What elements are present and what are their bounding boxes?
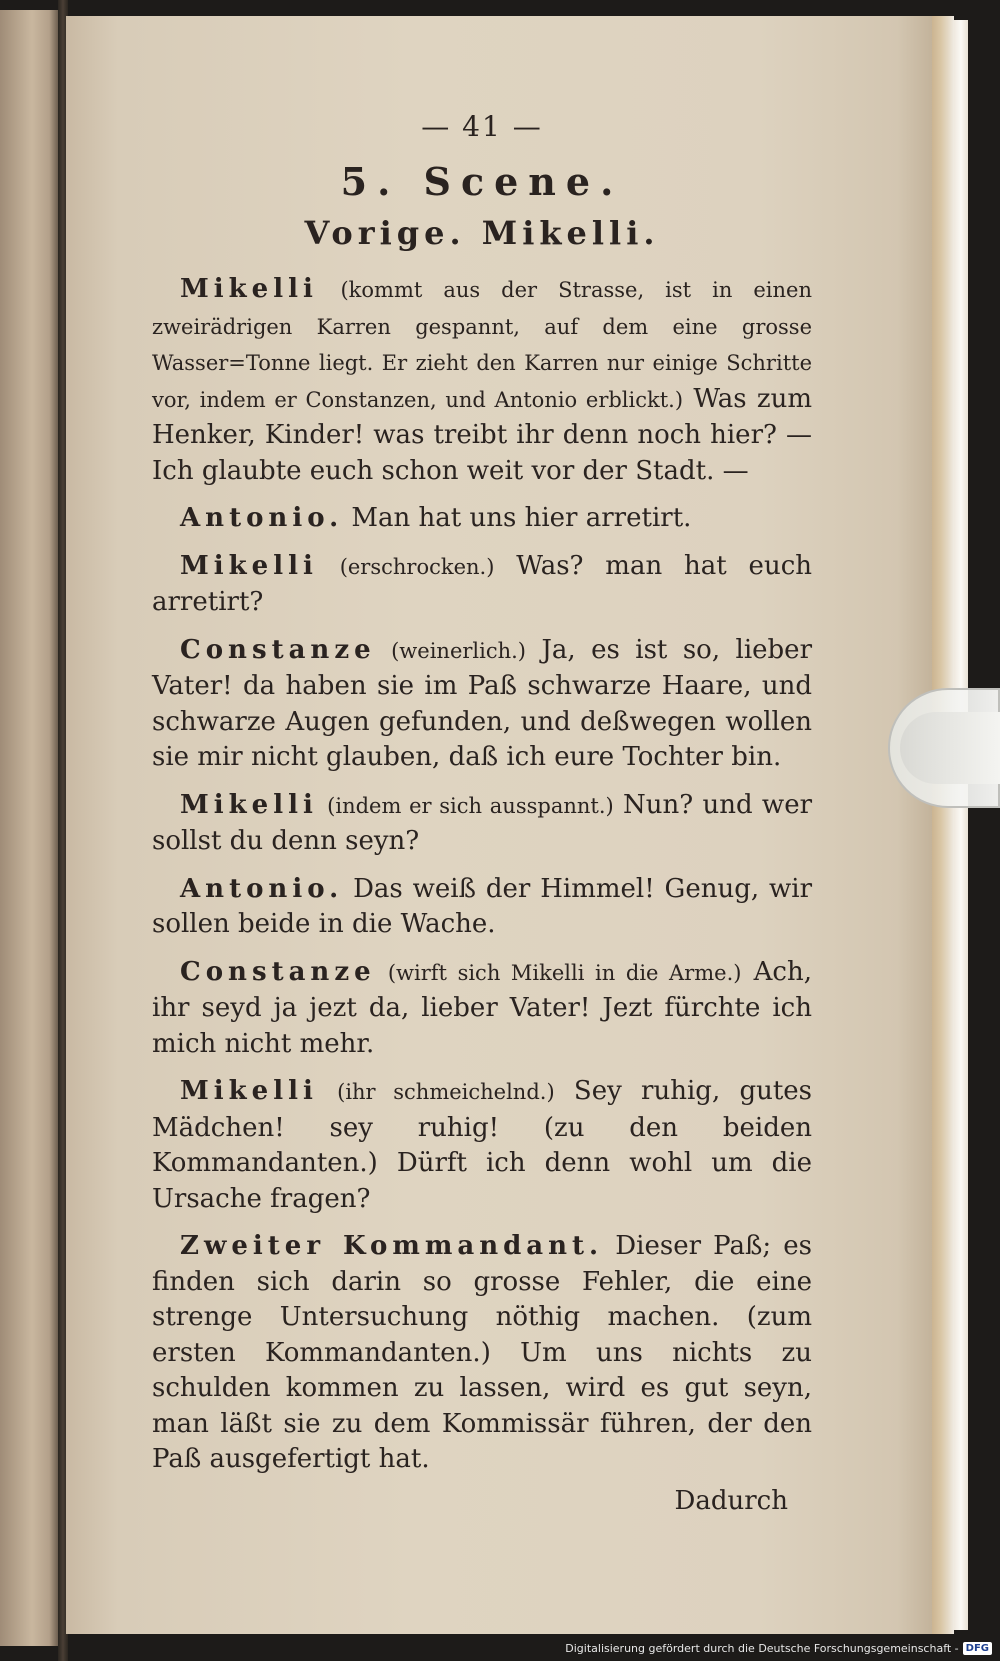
speech [152, 1074, 812, 1217]
stage-direction: (wirft sich Mikelli in die Arme.) [387, 960, 742, 985]
speaker-name: Mikelli [180, 789, 318, 820]
stage-direction: (kommt aus der Strasse, ist in einen zweirädrigen Karren gespannt, auf dem eine grosse Wasser=Tonne liegt. Er zieht den Karren nur einige Schritte vor, indem er Constanzen, und Antonio erblickt.) [152, 278, 813, 412]
speech-text: Was zum Henker, Kinder! was treibt ihr denn noch hier? — Ich glaubte euch schon weit vor der Stadt. — [152, 383, 812, 486]
speech [152, 272, 812, 489]
speech-text: Was? man hat euch arretirt? [152, 550, 812, 617]
speech [152, 872, 812, 943]
speech [152, 549, 812, 621]
page-stack [954, 20, 968, 1630]
scene-title: 5. Scene. [340, 159, 624, 204]
speech [152, 788, 812, 860]
speech-text: Dieser Paß; es finden sich darin so grosse Fehler, die eine strenge Untersuchung nöthig machen. (zum ersten Kommandanten.) Um uns nichts zu schulden kommen zu lassen, wird es gut seyn, man läßt sie zu dem Kommissär führen, der den Paß ausgefertigt hat. [152, 1231, 813, 1474]
speaker-name: Constanze [180, 634, 376, 665]
speech-text: Nun? und wer sollst du denn seyn? [152, 789, 813, 856]
speech [152, 1229, 812, 1478]
speaker-name: Mikelli [180, 1076, 318, 1106]
footer-text: Digitalisierung gefördert durch die Deutsche Forschungsgemeinschaft - [565, 1641, 959, 1655]
speaker-name: Zweiter Kommandant. [180, 1231, 604, 1261]
dfg-logo-icon[interactable]: DFG [963, 1642, 992, 1655]
speech [152, 955, 812, 1063]
speech [152, 501, 812, 537]
speaker-name: Antonio. [180, 503, 344, 533]
stage-direction: (erschrocken.) [339, 554, 495, 579]
page-clip-inner [900, 712, 1000, 784]
stage-direction: (weinerlich.) [391, 638, 526, 663]
page-edge [932, 16, 954, 1634]
speaker-name: Mikelli [180, 550, 318, 581]
scene-subtitle: Vorige. Mikelli. [304, 214, 660, 252]
digitization-footer [565, 1637, 992, 1659]
speech [152, 633, 812, 776]
stage-direction: (indem er sich ausspannt.) [327, 793, 614, 818]
stage-direction: (ihr schmeichelnd.) [337, 1080, 555, 1104]
page-number: — 41 — [421, 110, 543, 143]
speaker-name: Constanze [180, 956, 376, 987]
speech-text: Das weiß der Himmel! Genug, wir sollen beide in die Wache. [152, 873, 812, 939]
speech-text: Sey ruhig, gutes Mädchen! sey ruhig! (zu den beiden Kommandanten.) Dürft ich denn wohl um die Ursache fragen? [152, 1076, 813, 1214]
left-page-edge [0, 10, 58, 1646]
catchword: Dadurch [674, 1485, 788, 1516]
speaker-name: Antonio. [180, 873, 344, 904]
speech-text: Ach, ihr seyd ja jezt da, lieber Vater! Jezt fürchte ich mich nicht mehr. [152, 956, 813, 1059]
speech-text: Man hat uns hier arretirt. [351, 503, 692, 533]
page-text [152, 110, 812, 1516]
speaker-name: Mikelli [180, 274, 318, 304]
speech-text: Ja, es ist so, lieber Vater! da haben sie im Paß schwarze Haare, und schwarze Augen gefunden, und deßwegen wollen sie mir nicht glauben, daß ich eure Tochter bin. [152, 634, 813, 772]
